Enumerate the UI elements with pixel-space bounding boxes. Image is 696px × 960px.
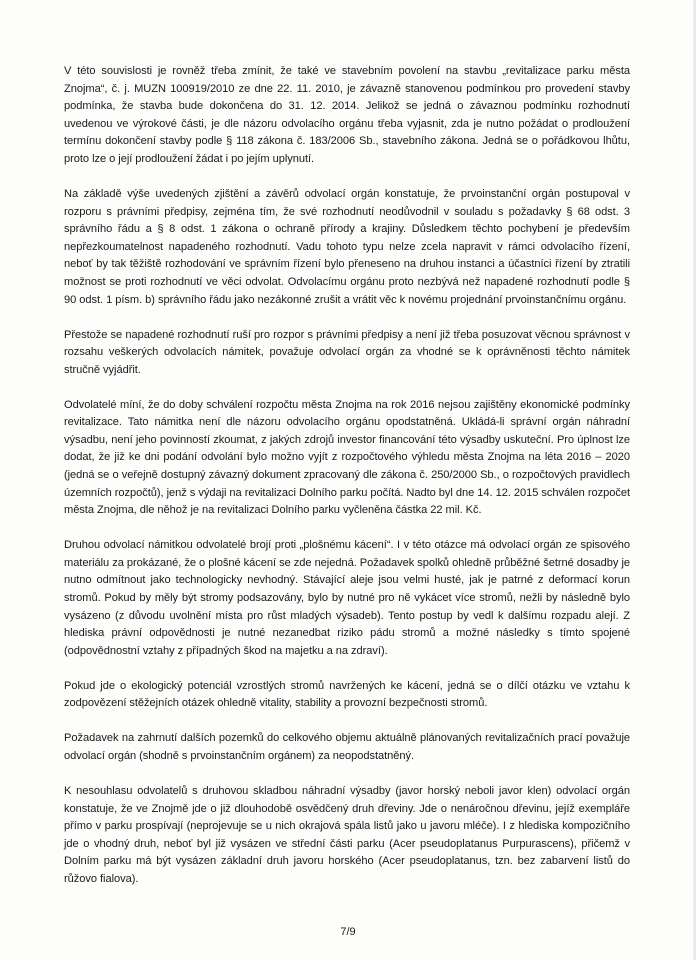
paragraph-additional-plots: Požadavek na zahrnutí dalších pozemků do celkového objemu aktuálně plánovaných revitalizačních prací považuje odvolací orgán (shodně s prvoinstančním orgánem) za neopodstatněný. xyxy=(64,732,630,762)
paragraph-building-permit: V této souvislosti je rovněž třeba zmínit, že také ve stavebním povolení na stavbu „revitalizace parku města Znojma“, č. j. MUZN 100919/2010 ze dne 22. 11. 2010, je závazně stanovenou podmínkou pro provedení stavby podmínka, že stavba bude dokončena do 31. 12. 2014. Jelikož se jedná o závaznou podmínku rozhodnutí uvedenou ve výrokové části, je dle názoru odvolacího orgánu třeba vyjasnit, zda je nutno požádat o prodloužení termínu dokončení stavby podle § 118 zákona č. 183/2006 Sb., stavebního zákona. Jedná se o pořádkovou lhůtu, proto lze o její prodloužení žádat i po jejím uplynutí. xyxy=(64,65,630,165)
paragraph-objections-intro: Přestože se napadené rozhodnutí ruší pro rozpor s právními předpisy a není již třeba posuzovat věcnou správnost v rozsahu veškerých odvolacích námitek, považuje odvolací orgán za vhodné se k oprávněnosti těchto námitek stručně vyjádřit. xyxy=(64,328,630,376)
paragraph-ecological: Pokud jde o ekologický potenciál vzrostlých stromů navržených ke kácení, jedná se o dílčí otázku ve vztahu k zodpovězení stěžejních otázek ohledně vitality, stability a provozní bezpečnosti stromů. xyxy=(64,679,630,710)
paragraph-clearcut: Druhou odvolací námitkou odvolatelé brojí proti „plošnému kácení“. I v této otázce má odvolací orgán ze spisového materiálu za prokázané, že o plošné kácení se zde nejedná. Požadavek spolků ohledně průběžné šetrné dosadby je nutno odmítnout jako technologicky nevhodný. Stávající aleje jsou velmi husté, jak je patrné z deformací korun stromů. Pokud by měly být stromy podsazovány, bylo by nutné pro ně vykácet více stromů, nežli by následně bylo vysázeno (z důvodu uvolnění místa pro růst mladých výsadeb). Tento postup by vedl k dalšímu rozpadu alejí. Z hlediska právní odpovědnosti je nutné nezanedbat riziko pádu stromů a možné následky s tímto spojené (odpovědnostní vztahy z případných škod na majetku a na zdraví). xyxy=(64,539,630,657)
page-number: 7/9 xyxy=(340,926,356,938)
paragraph-species: K nesouhlasu odvolatelů s druhovou skladbou náhradní výsadby (javor horský neboli javor klen) odvolací orgán konstatuje, že ve Znojmě jde o již dlouhodobě osvědčený druh dřeviny. Jde o nenáročnou dřevinu, jejíž exempláře přímo v parku prospívají (neprojevuje se u nich okrajová spála listů jako u javoru mléče). I z hlediska kompozičního jde o vhodný druh, neboť byl již vysázen ve střední části parku (Acer pseudoplatanus Purpurascens), přičemž v Dolním parku má být vysázen základní druh javoru horského (Acer pseudoplatanus, tzn. bez zabarvení listů do růžovo fialova). xyxy=(64,784,630,885)
paragraph-conclusion: Na základě výše uvedených zjištění a závěrů odvolací orgán konstatuje, že prvoinstanční orgán postupoval v rozporu s právními předpisy, zejména tím, že své rozhodnutí neodůvodnil v souladu s požadavky § 68 odst. 3 správního řádu a § 8 odst. 1 zákona o ochraně přírody a krajiny. Důsledkem těchto pochybení je především nepřezkoumatelnost napadeného rozhodnutí. Vadu tohoto typu nelze zcela napravit v rámci odvolacího řízení, neboť by tak těžiště rozhodování ve správním řízení bylo přeneseno na druhou instanci a účastníci řízení by ztratili možnost se proti rozhodnutí ve věci odvolat. Odvolacímu orgánu proto nezbývá než napadené rozhodnutí podle § 90 odst. 1 písm. b) správního řádu jako nezákonné zrušit a vrátit věc k novému projednání prvoinstančnímu orgánu. xyxy=(64,187,630,306)
paragraph-budget: Odvolatelé míní, že do doby schválení rozpočtu města Znojma na rok 2016 nejsou zajištěny ekonomické podmínky revitalizace. Tato námitka není dle názoru odvolacího orgánu opodstatněná. Ukládá-li správní orgán náhradní výsadbu, není jeho povinností zkoumat, z jakých zdrojů investor financování této výsadby uskuteční. Pro úplnost lze dodat, že již ke dni podání odvolání bylo možno vyjít z rozpočtového výhledu města Znojma na léta 2016 – 2020 (jedná se o veřejně dostupný závazný dokument zpracovaný dle zákona č. 250/2000 Sb., o rozpočtových pravidlech územních rozpočtů), jenž s výdaji na revitalizaci Dolního parku počítá. Nadto byl dne 14. 12. 2015 schválen rozpočet města Znojma, dle něhož je na revitalizaci Dolního parku vyčleněna částka 22 mil. Kč. xyxy=(64,398,630,517)
body-text xyxy=(64,63,630,906)
